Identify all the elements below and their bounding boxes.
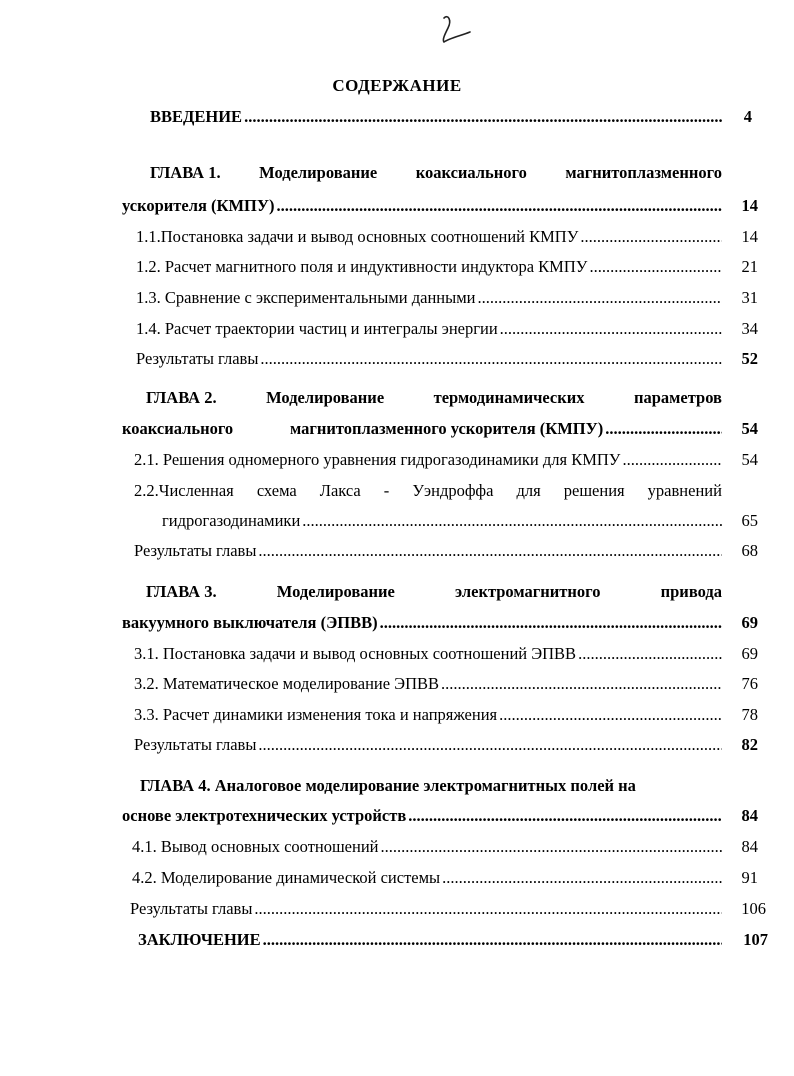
toc-entry-chapter-4[interactable]: основе электротехнических устройств .....	[122, 805, 722, 827]
chapter-1-heading[interactable]: ГЛАВА 1. Моделирование коаксиального магнитоплазменного	[150, 163, 722, 182]
toc-entry-chapter-3-results[interactable]: Результаты главы .....	[134, 734, 722, 756]
toc-page: 54	[741, 450, 758, 469]
toc-page-conclusion: 107	[743, 930, 768, 949]
toc-entry-3-2[interactable]: 3.2. Математическое моделирование ЭПВВ .....	[134, 673, 722, 695]
toc-page: 65	[741, 511, 758, 530]
toc-entry-chapter-1[interactable]: ускорителя (КМПУ) .....	[122, 195, 722, 217]
chapter-2-heading[interactable]: ГЛАВА 2. Моделирование термодинамических параметров	[146, 388, 722, 407]
toc-page-chapter-2: 54	[741, 419, 758, 438]
toc-page: 31	[741, 288, 758, 307]
toc-page: 69	[741, 644, 758, 663]
toc-page: 68	[741, 541, 758, 560]
chapter-2-title-start: коаксиального	[122, 419, 234, 438]
toc-entry-3-3[interactable]: 3.3. Расчет динамики изменения тока и напряжения .....	[134, 704, 722, 726]
toc-entry-chapter-2[interactable]: магнитоплазменного ускорителя (КМПУ) .....	[290, 418, 722, 440]
toc-entry-1-1[interactable]: 1.1.Постановка задачи и вывод основных соотношений КМПУ .....	[136, 226, 722, 248]
toc-entry-chapter-2-results[interactable]: Результаты главы .....	[134, 540, 722, 562]
toc-page: 91	[741, 868, 758, 887]
chapter-3-heading[interactable]: ГЛАВА 3. Моделирование электромагнитного привода	[146, 582, 722, 601]
toc-page: 14	[741, 227, 758, 246]
toc-page: 21	[741, 257, 758, 276]
toc-entry-1-4[interactable]: 1.4. Расчет траектории частиц и интегралы энергии .....	[136, 318, 722, 340]
toc-page: 82	[741, 735, 758, 754]
toc-page-chapter-1: 14	[741, 196, 758, 215]
toc-page: 34	[741, 319, 758, 338]
toc-page: 84	[741, 837, 758, 856]
toc-entry-intro[interactable]: ВВЕДЕНИЕ .....	[150, 106, 722, 128]
toc-page: 106	[741, 899, 766, 918]
toc-entry-1-3[interactable]: 1.3. Сравнение с экспериментальными данными .....	[136, 287, 722, 309]
toc-page: 76	[741, 674, 758, 693]
toc-page-intro: 4	[743, 107, 752, 126]
toc-page-chapter-3: 69	[741, 613, 758, 632]
toc-page: 52	[741, 349, 758, 368]
chapter-4-heading[interactable]: ГЛАВА 4. Аналоговое моделирование электромагнитных полей на	[140, 776, 636, 795]
toc-entry-conclusion[interactable]: ЗАКЛЮЧЕНИЕ .....	[138, 929, 722, 951]
page-title: СОДЕРЖАНИЕ	[332, 76, 462, 95]
toc-entry-chapter-3[interactable]: вакуумного выключателя (ЭПВВ) .....	[122, 612, 722, 634]
handwritten-page-number	[436, 12, 476, 46]
toc-entry-2-2-cont[interactable]: гидрогазодинамики .....	[162, 510, 722, 532]
toc-page: 78	[741, 705, 758, 724]
toc-entry-4-2[interactable]: 4.2. Моделирование динамической системы .....	[132, 867, 722, 889]
toc-entry-3-1[interactable]: 3.1. Постановка задачи и вывод основных соотношений ЭПВВ .....	[134, 643, 722, 665]
toc-entry-4-1[interactable]: 4.1. Вывод основных соотношений .....	[132, 836, 722, 858]
toc-entry-2-1[interactable]: 2.1. Решения одномерного уравнения гидрогазодинамики для КМПУ .....	[134, 449, 722, 471]
toc-entry-chapter-4-results[interactable]: Результаты главы .....	[130, 898, 722, 920]
toc-page-chapter-4: 84	[741, 806, 758, 825]
toc-entry-1-2[interactable]: 1.2. Расчет магнитного поля и индуктивности индуктора КМПУ .....	[136, 256, 722, 278]
toc-entry-2-2[interactable]: 2.2.Численная схема Лакса - Уэндроффа для решения уравнений	[134, 481, 722, 500]
toc-entry-chapter-1-results[interactable]: Результаты главы .....	[136, 348, 722, 370]
